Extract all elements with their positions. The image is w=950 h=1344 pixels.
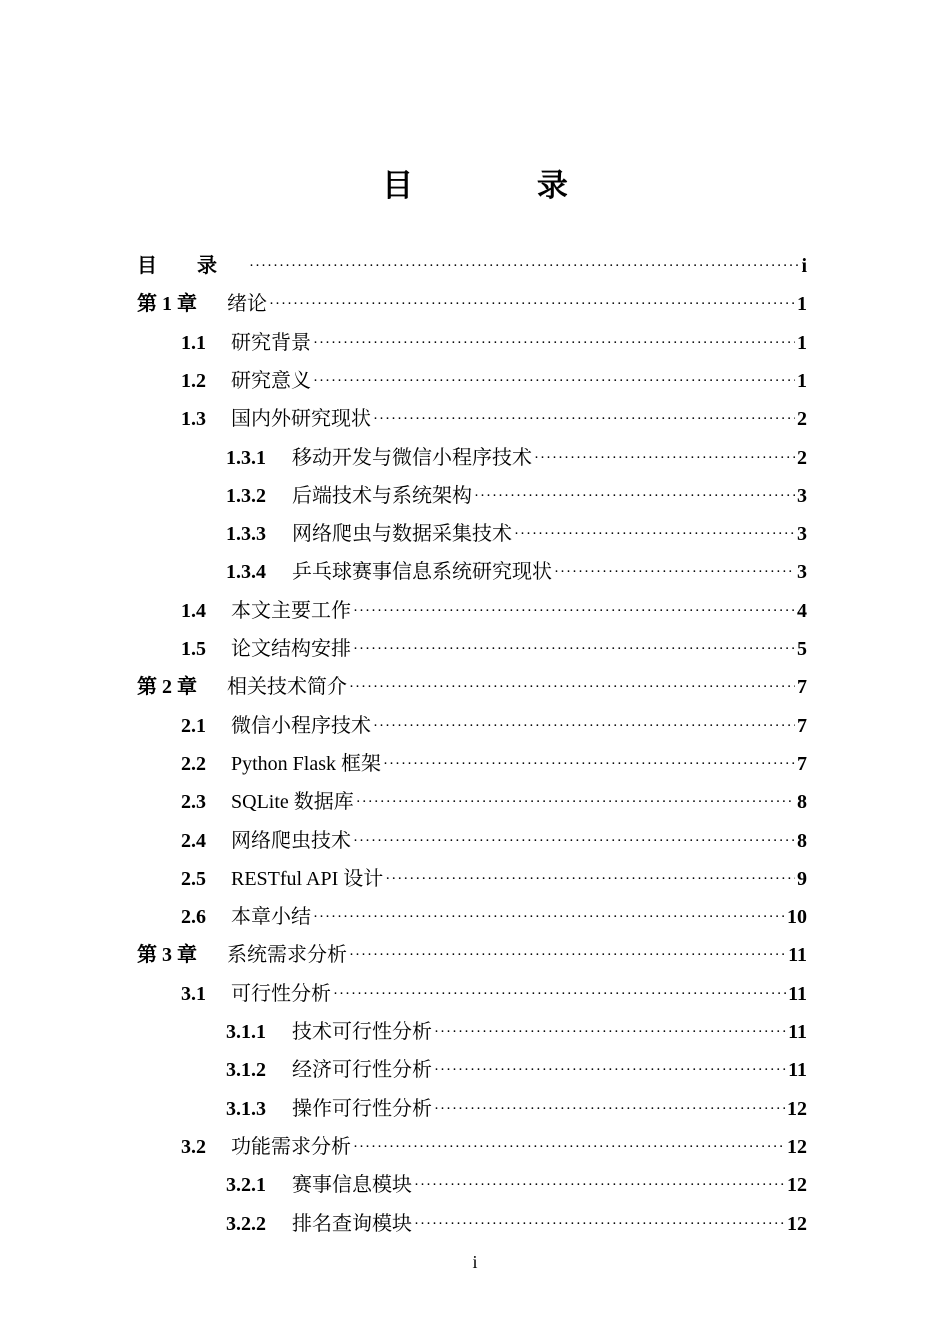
- toc-entry-page: 2: [797, 446, 807, 469]
- toc-entry-title: RESTful API 设计: [231, 867, 384, 890]
- toc-leader-dots: [349, 942, 786, 968]
- toc-entry-title: 乒乓球赛事信息系统研究现状: [292, 561, 552, 584]
- page-number-footer: i: [472, 1252, 478, 1272]
- toc-entry-number: 3.2: [181, 1135, 206, 1158]
- toc-leader-dots: [383, 751, 795, 777]
- toc-entry[interactable]: [226, 1045, 807, 1083]
- toc-entry-page: 1: [797, 369, 807, 392]
- toc-entry-page: 12: [787, 1097, 807, 1120]
- toc-entry-title: 功能需求分析: [231, 1135, 351, 1158]
- toc-leader-dots: [474, 483, 795, 509]
- toc-leader-dots: [434, 1057, 786, 1083]
- toc-entry-title: 后端技术与系统架构: [292, 484, 472, 507]
- toc-leader-dots: [434, 1096, 785, 1122]
- toc-entry-title: 排名查询模块: [292, 1212, 412, 1235]
- toc-leader-dots: [353, 828, 795, 854]
- toc-entry-title: 论文结构安排: [231, 638, 351, 660]
- toc-entry-title: 研究意义: [231, 369, 311, 392]
- toc-entry-title: 经济可行性分析: [292, 1059, 432, 1082]
- toc-entry-title: 赛事信息模块: [292, 1174, 412, 1197]
- toc-entry-page: 12: [787, 1174, 807, 1197]
- toc-entry-title: 技术可行性分析: [292, 1021, 432, 1043]
- toc-entry[interactable]: [137, 662, 807, 700]
- toc-entry[interactable]: [226, 1160, 807, 1198]
- toc-entry[interactable]: [226, 1199, 807, 1237]
- toc-leader-dots: [373, 406, 795, 432]
- toc-entry[interactable]: [181, 777, 807, 815]
- toc-entry-page: i: [801, 255, 807, 277]
- toc-entry-page: 8: [797, 791, 807, 814]
- toc-entry-number: 3.2.2: [226, 1212, 266, 1235]
- toc-entry-page: 3: [797, 484, 807, 507]
- toc-entry-number: 2.6: [181, 906, 206, 929]
- toc-entry-title: 微信小程序技术: [231, 714, 371, 737]
- toc-leader-dots: [269, 291, 795, 317]
- toc-entry[interactable]: [181, 892, 807, 930]
- toc-entry[interactable]: [226, 1007, 807, 1045]
- toc-title: 目 录: [382, 168, 626, 203]
- toc-entry-page: 7: [797, 676, 807, 699]
- toc-leader-dots: [414, 1211, 785, 1237]
- toc-entry[interactable]: [226, 433, 807, 471]
- toc-entry-page: 12: [787, 1212, 807, 1235]
- toc-entry[interactable]: [181, 1122, 807, 1160]
- toc-entry[interactable]: [181, 356, 807, 394]
- toc-leader-dots: [249, 253, 799, 279]
- toc-entry-title: 可行性分析: [231, 982, 331, 1005]
- toc-leader-dots: [349, 674, 795, 700]
- toc-entry-title: 绪论: [227, 293, 267, 316]
- toc-entry-number: 目 录: [137, 255, 217, 277]
- toc-entry-number: 1.3.1: [226, 446, 266, 469]
- toc-entry-number: 1.3: [181, 408, 206, 431]
- toc-entry-page: 7: [797, 752, 807, 775]
- toc-leader-dots: [534, 445, 795, 471]
- toc-entry[interactable]: [226, 471, 807, 509]
- toc-entry-number: 3.1.3: [226, 1097, 266, 1120]
- toc-entry[interactable]: [181, 394, 807, 432]
- toc-entry-page: 3: [797, 523, 807, 546]
- toc-entry-page: 9: [797, 867, 807, 890]
- toc-entry-title: 网络爬虫技术: [231, 829, 351, 852]
- toc-entry-number: 1.1: [181, 331, 206, 354]
- toc-entry-page: 3: [797, 561, 807, 584]
- toc-entry[interactable]: [137, 930, 807, 968]
- toc-entry-page: 1: [797, 331, 807, 354]
- toc-entry-page: 4: [797, 599, 807, 622]
- toc-entry-number: 第 2 章: [137, 676, 197, 699]
- toc-entry-title: 系统需求分析: [227, 944, 347, 967]
- toc-entry-number: 2.2: [181, 752, 206, 775]
- toc-leader-dots: [313, 904, 785, 930]
- toc-entry-page: 10: [787, 906, 807, 929]
- toc-entry-number: 3.1.1: [226, 1021, 266, 1043]
- toc-entry-number: 2.3: [181, 791, 206, 814]
- toc-entry[interactable]: [181, 318, 807, 356]
- toc-entry-page: 11: [788, 944, 807, 967]
- toc-leader-dots: [333, 981, 786, 1007]
- toc-entry-number: 1.5: [181, 638, 206, 660]
- toc-leader-dots: [313, 330, 795, 356]
- toc-leader-dots: [554, 559, 795, 585]
- toc-entry-number: 2.1: [181, 714, 206, 737]
- toc-leader-dots: [514, 521, 795, 547]
- toc-entry-title: SQLite 数据库: [231, 791, 354, 814]
- toc-entry-title: Python Flask 框架: [231, 752, 382, 775]
- toc-entry[interactable]: [137, 279, 807, 317]
- toc-entry-number: 3.1.2: [226, 1059, 266, 1082]
- toc-entry[interactable]: [226, 1084, 807, 1122]
- toc-entry[interactable]: [181, 739, 807, 777]
- toc-entry[interactable]: [181, 854, 807, 892]
- toc-entry-number: 3.2.1: [226, 1174, 266, 1197]
- toc-leader-dots: [313, 368, 795, 394]
- toc-entry[interactable]: [226, 509, 807, 547]
- toc-leader-dots: [353, 636, 795, 662]
- toc-entry[interactable]: [181, 816, 807, 854]
- toc-entry-title: 移动开发与微信小程序技术: [292, 446, 532, 469]
- toc-entry-number: 3.1: [181, 982, 206, 1005]
- toc-entry-page: 7: [797, 714, 807, 737]
- toc-leader-dots: [385, 866, 795, 892]
- toc-entry[interactable]: [181, 969, 807, 1007]
- toc-entry[interactable]: [181, 586, 807, 624]
- toc-entry[interactable]: [226, 547, 807, 585]
- toc-entry-page: 5: [797, 638, 807, 660]
- toc-entry-title: 国内外研究现状: [231, 408, 371, 431]
- toc-entry-title: 网络爬虫与数据采集技术: [292, 523, 512, 546]
- toc-entry-number: 1.4: [181, 599, 206, 622]
- toc-entry-page: 1: [797, 293, 807, 316]
- toc-entry-title: 操作可行性分析: [292, 1097, 432, 1120]
- toc-entry[interactable]: [181, 701, 807, 739]
- toc-entry-title: 研究背景: [231, 331, 311, 354]
- toc-leader-dots: [353, 598, 795, 624]
- toc-entry[interactable]: [181, 624, 807, 662]
- toc-entry-number: 2.4: [181, 829, 206, 852]
- toc-entry-number: 第 3 章: [137, 944, 197, 967]
- toc-entry-number: 1.3.3: [226, 523, 266, 546]
- toc-entry-page: 11: [788, 1059, 807, 1082]
- toc-leader-dots: [356, 789, 795, 815]
- toc-leader-dots: [373, 713, 795, 739]
- toc-leader-dots: [414, 1172, 785, 1198]
- toc-entry-page: 8: [797, 829, 807, 852]
- toc-entry[interactable]: [137, 241, 807, 279]
- toc-leader-dots: [353, 1134, 785, 1160]
- toc-entry-page: 11: [788, 1021, 807, 1043]
- toc-entry-page: 2: [797, 408, 807, 431]
- toc-entry-page: 11: [788, 982, 807, 1005]
- toc-entry-title: 相关技术简介: [227, 676, 347, 699]
- toc-entry-number: 1.2: [181, 369, 206, 392]
- toc-entry-title: 本文主要工作: [231, 599, 351, 622]
- toc-leader-dots: [434, 1019, 786, 1045]
- toc-entry-number: 第 1 章: [137, 293, 197, 316]
- toc-entry-number: 1.3.4: [226, 561, 266, 584]
- toc-entry-number: 2.5: [181, 867, 206, 890]
- toc-entry-number: 1.3.2: [226, 484, 266, 507]
- toc-entry-title: 本章小结: [231, 906, 311, 929]
- toc-entry-page: 12: [787, 1135, 807, 1158]
